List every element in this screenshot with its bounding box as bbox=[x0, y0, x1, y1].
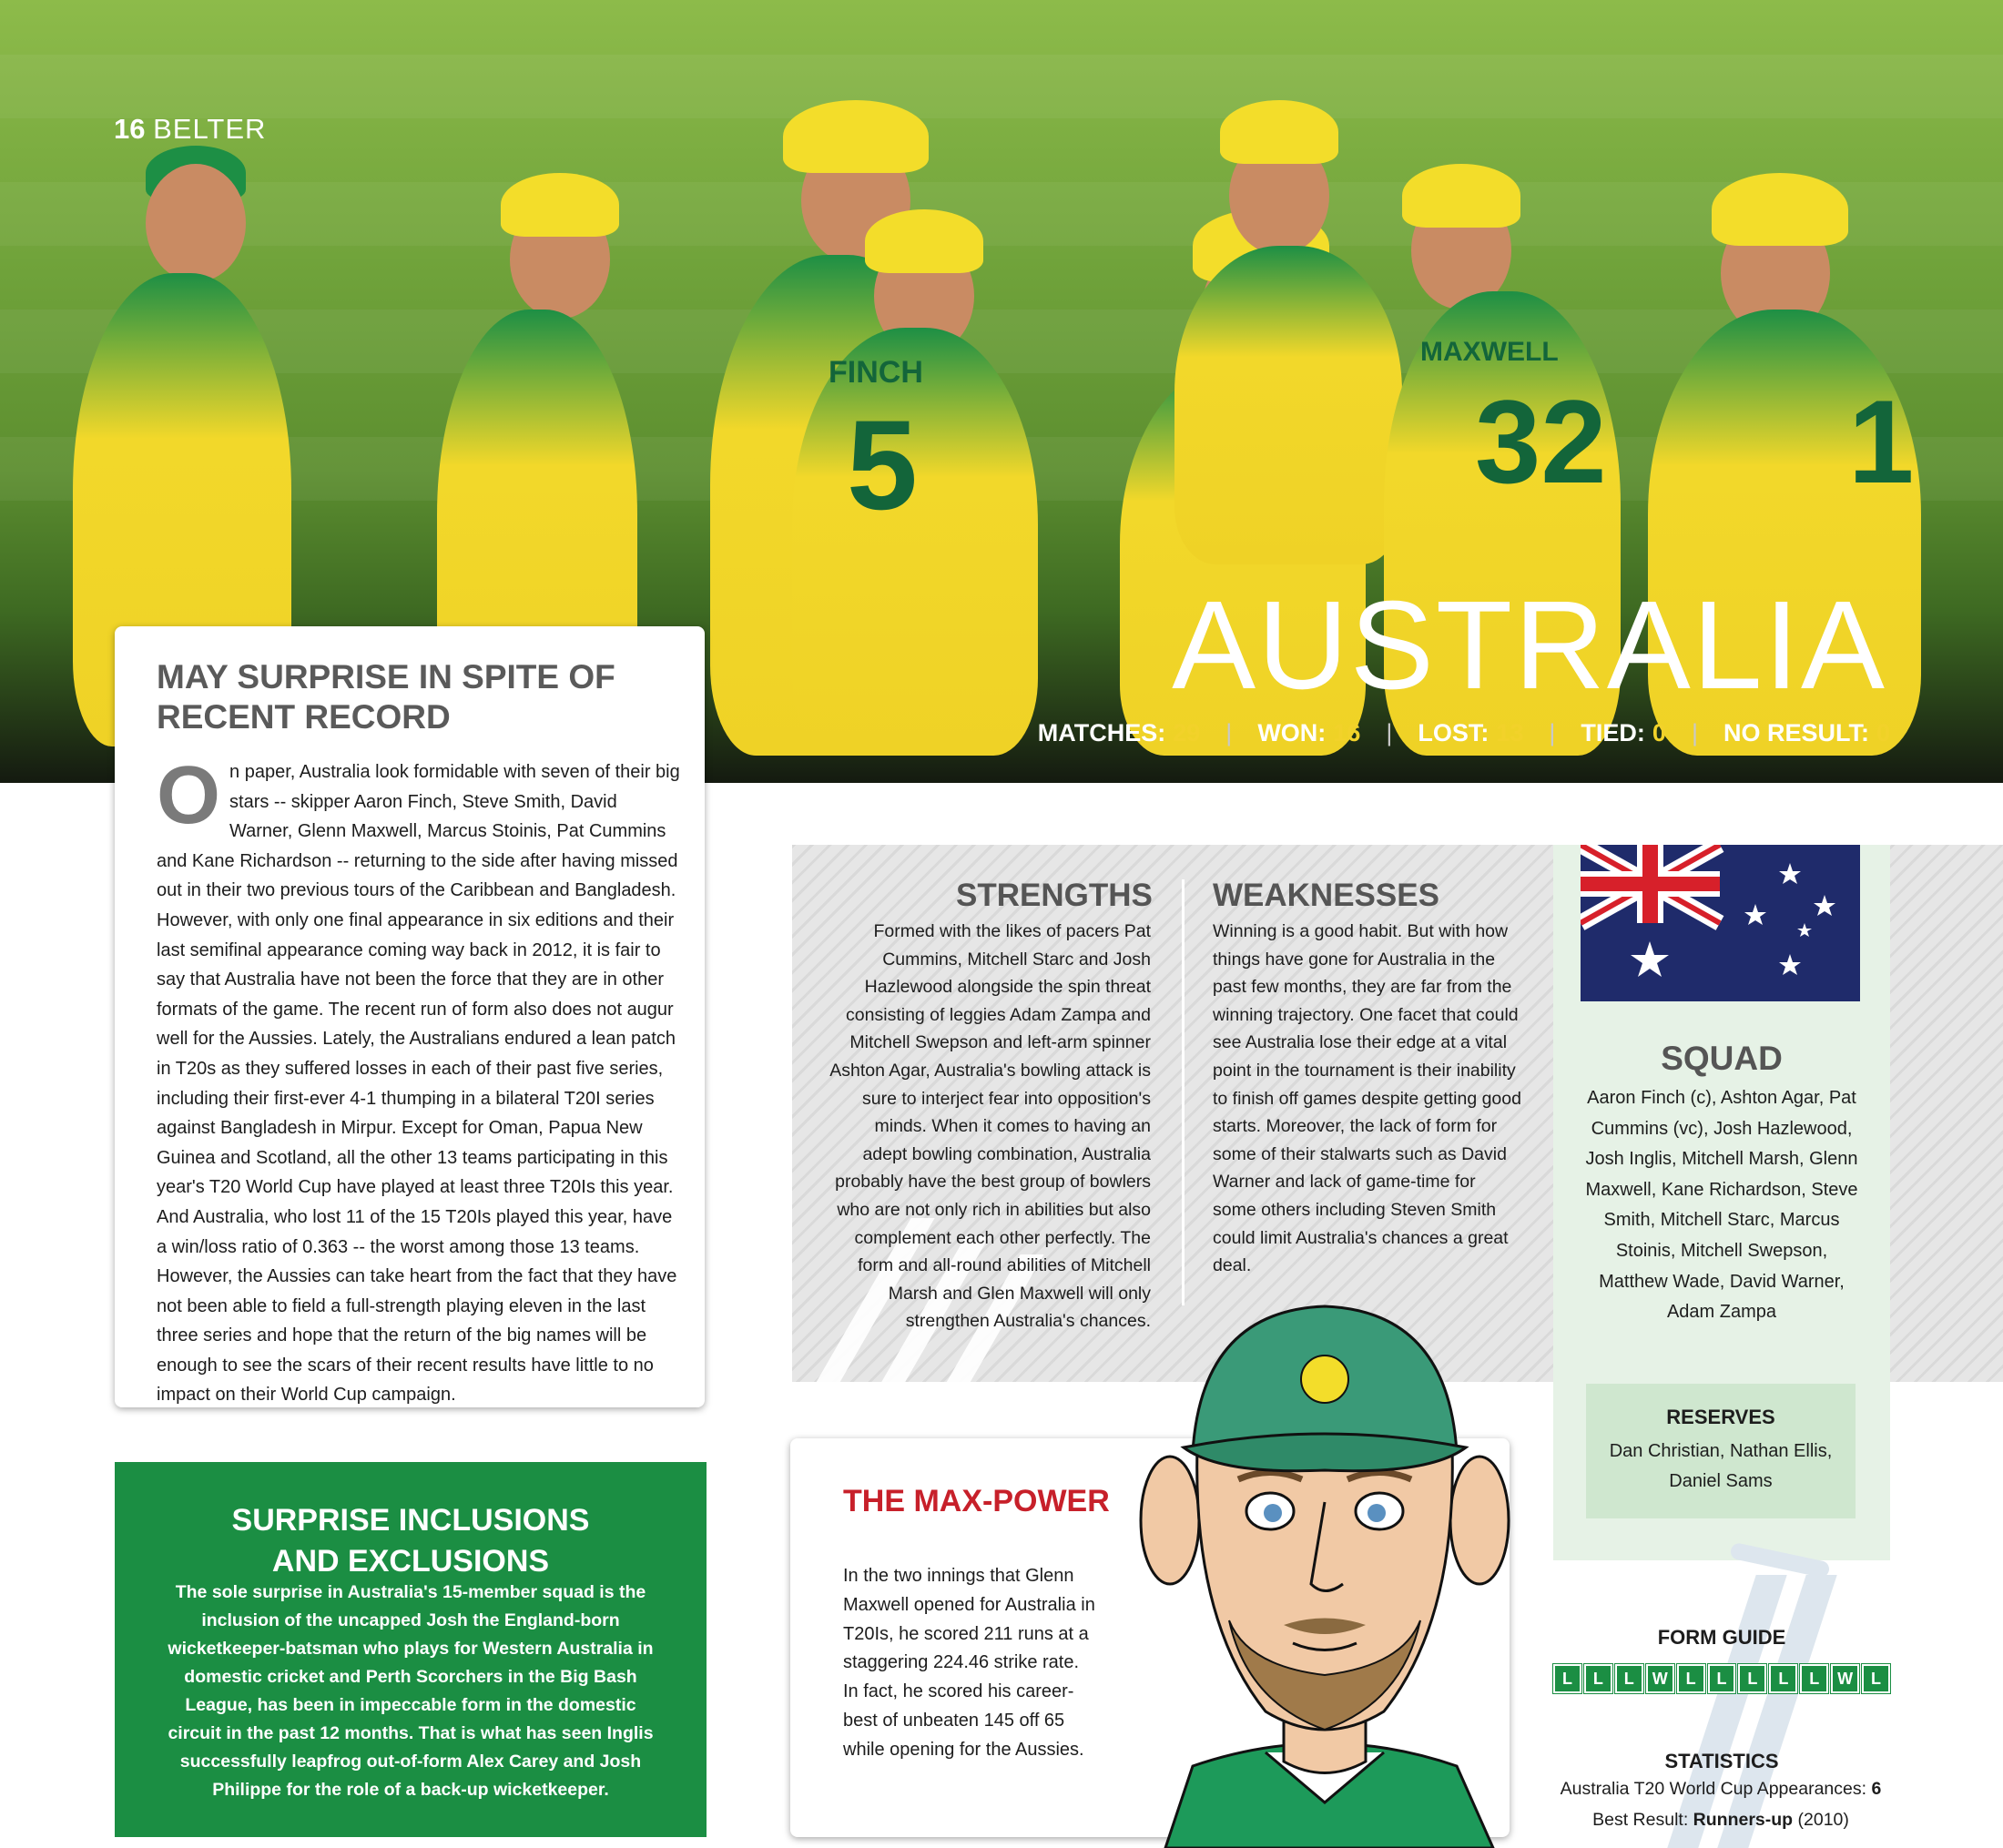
caricature-illustration bbox=[1129, 1293, 1520, 1848]
jersey-number: 32 bbox=[1475, 375, 1607, 508]
stat-appearances: Australia T20 World Cup Appearances: 6 bbox=[1560, 1779, 1882, 1799]
form-guide-row bbox=[1553, 1664, 1890, 1693]
country-title: AUSTRALIA bbox=[1172, 575, 1886, 716]
form-result: L bbox=[1584, 1664, 1612, 1693]
form-result: L bbox=[1677, 1664, 1705, 1693]
stat-no-result: NO RESULT: 0 bbox=[1723, 719, 1890, 746]
player-figure bbox=[774, 209, 1038, 756]
stat-tied: TIED: 0 bbox=[1581, 719, 1666, 746]
main-article-card bbox=[115, 626, 705, 1407]
weaknesses-title: WEAKNESSES bbox=[1213, 878, 1439, 913]
stat-separator: | bbox=[1386, 719, 1393, 746]
form-result: L bbox=[1862, 1664, 1890, 1693]
form-result: L bbox=[1738, 1664, 1766, 1693]
form-result: L bbox=[1769, 1664, 1797, 1693]
stat-won: WON: 16 bbox=[1257, 719, 1361, 746]
form-result: W bbox=[1831, 1664, 1859, 1693]
main-article-body: On paper, Australia look formidable with seven of their big stars -- skipper Aaron Finch, Steve Smith, David Warner, Glenn Maxwell, Marcus Stoinis, Pat Cummins and Kane Richardson -- returning to the side after having missed out in their two previous tours of the Caribbean and Bangladesh. However, with only one final appearance in six editions and their last semifinal appearance coming way back in 2012, it is fair to say that Australia have not been the force that they are in other formats of the game. The recent run of form also does not augur well for the Aussies. Lately, the Australians endured a lean patch in T20s as they suffered losses in each of their past five series, including their first-ever 4-1 thumping in a bilateral T20I series against Bangladesh in Mirpur. Except for Oman, Papua New Guinea and Scotland, all the other 13 teams participating in this year's T20 World Cup have played at least three T20Is this year. And Australia, who lost 11 of the 15 T20Is played this year, have a win/loss ratio of 0.363 -- the worst among those 13 teams. However, the Aussies can take heart from the fact that they have not been able to field a full-strength playing eleven in the last three series and hope that the return of the big names will be enough to see the scars of their recent results have little to no impact on their World Cup campaign. bbox=[157, 750, 680, 1406]
stat-best-result: Best Result: Runners-up (2010) bbox=[1592, 1810, 1849, 1830]
stat-lost: LOST: 13 bbox=[1418, 719, 1524, 746]
stat-separator: | bbox=[1549, 719, 1556, 746]
strengths-body: Formed with the likes of pacers Pat Cummins, Mitchell Starc and Josh Hazlewood alongside the spin threat consisting of leggies Adam Zampa and Mitchell Swepson and left-arm spinner Ashton Agar, Australia's bowling attack is sure to interject fear into opposition's minds. When it comes to having an adept bowling combination, Australia probably have the best group of bowlers who are not only rich in abilities but also complement each other perfectly. The form and all-round abilities of Mitchell Marsh and Glen Maxwell will only strengthen Australia's chances. bbox=[829, 921, 1151, 1332]
strengths-title: STRENGTHS bbox=[956, 878, 1153, 913]
surprise-inclusions-box bbox=[115, 1462, 707, 1837]
max-power-body: In the two innings that Glenn Maxwell opened for Australia in T20Is, he scored 211 runs at a staggering 224.46 strike rate. In fact, he scored his career-best of unbeaten 145 off 65 while opening for the Aussies. bbox=[843, 1566, 1095, 1760]
page-number-value: 16 bbox=[114, 113, 146, 145]
max-power-title: THE MAX-POWER bbox=[843, 1484, 1110, 1518]
column-divider bbox=[1182, 879, 1185, 1305]
form-result: L bbox=[1708, 1664, 1736, 1693]
reserves-title: RESERVES bbox=[1666, 1406, 1775, 1428]
jersey-name: MAXWELL bbox=[1420, 337, 1559, 367]
publication-name: BELTER bbox=[153, 113, 267, 145]
australia-flag-icon bbox=[1581, 845, 1860, 1001]
form-result: L bbox=[1800, 1664, 1828, 1693]
squad-list: Aaron Finch (c), Ashton Agar, Pat Cummins (vc), Josh Hazlewood, Josh Inglis, Mitchell Marsh, Glenn Maxwell, Kane Richardson, Steve Smith, Mitchell Starc, Marcus Stoinis, Mitchell Swepson, Matthew Wade, David Warner, Adam Zampa bbox=[1585, 1088, 1858, 1323]
surprise-heading: SURPRISE INCLUSIONS AND EXCLUSIONS bbox=[231, 1503, 590, 1579]
form-result: W bbox=[1646, 1664, 1674, 1693]
reserves-list: Dan Christian, Nathan Ellis, Daniel Sams bbox=[1609, 1441, 1833, 1491]
surprise-body: The sole surprise in Australia's 15-member squad is the inclusion of the uncapped Josh the England-born wicketkeeper-batsman who plays for Western Australia in domestic cricket and Perth Scorchers in the Big Bash League, has been in impeccable form in the domestic circuit in the past 12 months. That is what has seen Inglis successfully leapfrog out-of-form Alex Carey and Josh Philippe for the role of a back-up wicketkeeper. bbox=[168, 1582, 654, 1800]
jersey-name: FINCH bbox=[829, 355, 923, 390]
main-article-heading: MAY SURPRISE IN SPITE OF RECENT RECORD bbox=[157, 658, 615, 736]
form-guide-title: FORM GUIDE bbox=[1657, 1626, 1786, 1649]
player-figure bbox=[1165, 91, 1402, 564]
jersey-number: 5 bbox=[847, 393, 918, 536]
squad-title: SQUAD bbox=[1661, 1040, 1783, 1077]
drop-cap: O bbox=[157, 750, 221, 841]
team-stats-row bbox=[1038, 719, 1890, 747]
weaknesses-body: Winning is a good habit. But with how things have gone for Australia in the past few months, they are far from the winning trajectory. One facet that could see Australia lose their edge at a vital point in the tournament is their inability to finish off games despite getting good starts. Moreover, the lack of form for some of their stalwarts such as David Warner and lack of game-time for some others including Steven Smith could limit Australia's chances a great deal. bbox=[1213, 921, 1521, 1276]
statistics-title: STATISTICS bbox=[1664, 1750, 1779, 1772]
form-result: L bbox=[1615, 1664, 1643, 1693]
stat-separator: | bbox=[1691, 719, 1698, 746]
form-result: L bbox=[1553, 1664, 1581, 1693]
page-number bbox=[114, 113, 266, 146]
jersey-number: 1 bbox=[1848, 375, 1915, 508]
stat-matches: MATCHES: 29 bbox=[1037, 719, 1201, 746]
stat-separator: | bbox=[1225, 719, 1233, 746]
